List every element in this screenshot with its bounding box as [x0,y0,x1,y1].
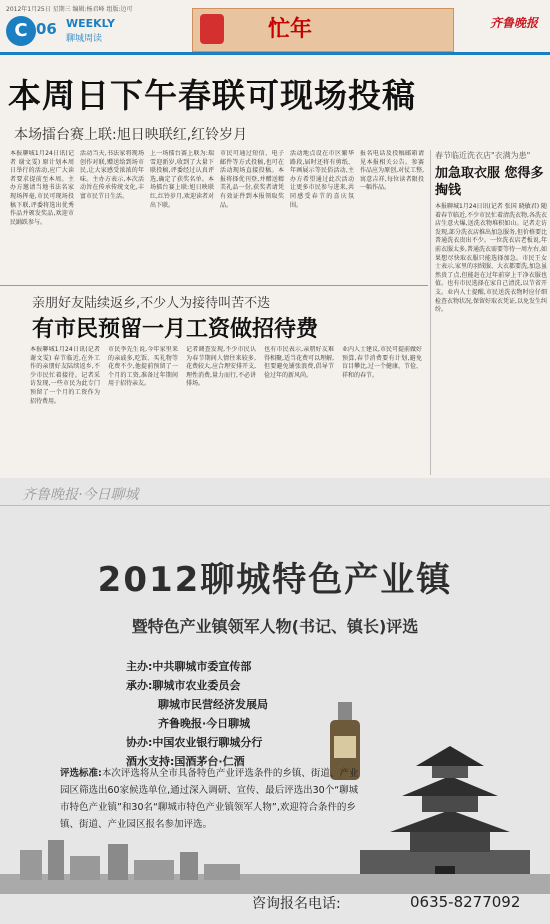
org-value: 中国农业银行聊城分行 [152,736,263,749]
lead-column-4: 市民可通过短信、电子邮件等方式投稿,也可在活动现场直接投稿。本报将择优刊登,并赠送精美礼品一份,获奖者请凭有效证件到本报领取奖品。 [220,150,284,209]
org-row-organizer-3 [158,715,250,731]
org-label: 承办: [126,679,153,692]
story2-title: 有市民预留一月工资做招待费 [32,317,319,342]
org-row-co-organizer [126,734,262,750]
banner-title: 忙年 [268,16,313,42]
sidebar-title: 加急取衣服 您得多掏钱 [435,166,544,198]
org-row-organizer [126,677,240,693]
issue-info: 2012年1月25日 星期三 编辑:杨君峰 组版:边可 [6,6,133,13]
story2-column-1: 本报聊城1月24日讯(记者 谢文雯) 春节临近,在外工作的亲朋好友陆续返乡,不少市民忙着接待。记者采访发现,一些市民为此专门预留了一个月的工资作为招待费用。 [30,346,100,405]
section-sublabel: 聊城周读 [66,34,103,44]
section-label: WEEKLY [66,17,115,30]
sidebar-body: 本报聊城1月24日讯(记者 张国 晓敏君) 随着春节临近,不少市民忙着清洗衣物,各洗衣店生意火爆,送洗衣物堆积如山。记者走访发现,部分洗衣店推出加急服务,但价格要比普通洗衣贵出不少。一位洗衣店老板说,年前衣服太多,普通洗衣需要等待一周左右,如果想尽快取衣服只能选择加急。市民王女士表示,家里的羽绒服、大衣都要洗,加急虽然贵了点,但能赶在过年前穿上干净衣服也值。也有市民选择在家自己清洗,以节省开支。业内人士提醒,市民送洗衣物时应仔细检查衣物状况,保留好取衣凭证,以免发生纠纷。 [435,203,547,314]
header-rule [0,52,550,55]
org-label: 主办: [126,660,153,673]
contact-phone: 0635-8277092 [410,893,521,911]
org-value: 聊城市民营经济发展局 [158,698,268,711]
lead-column-6: 报名电话及投稿邮箱请见本报相关公告。参赛作品应为原创,对仗工整,寓意吉祥,每位读者限投一幅作品。 [360,150,424,192]
advert-brand: 齐鲁晚报·今日聊城 [22,487,139,503]
advert-subtitle: 暨特色产业镇领军人物(书记、镇长)评选 [131,617,419,636]
lead-column-3: 上一场擂台赛上联为:瑞雪迎新岁,收到了大量下联投稿,评委经过认真评选,确定了获奖名单。本场擂台赛上联:旭日映联红,红铃岁月,欢迎读者对出下联。 [150,150,214,209]
advert-title: 2012聊城特色产业镇 [97,560,453,600]
org-row-host [126,658,251,674]
page-letter-badge: C [6,16,36,46]
org-value: 齐鲁晚报·今日聊城 [158,717,251,730]
sidebar-story [430,150,547,475]
advert-criteria [60,765,360,833]
org-label: 协办: [126,736,153,749]
city-skyline-illustration [0,830,550,894]
org-value: 聊城市农业委员会 [152,679,241,692]
newspaper-logo: 齐鲁晚报 [490,16,539,30]
contact-label: 咨询报名电话: [252,896,341,912]
page-number: 06 [36,20,57,38]
lead-column-5: 活动地点设在市区繁华路段,届时还将有剪纸、年画展示等民俗活动,主办方希望通过此次活动让更多市民参与进来,共同感受春节的喜庆氛围。 [290,150,354,209]
story2-kicker: 亲朋好友陆续返乡,不少人为接待叫苦不迭 [32,296,271,311]
lead-column-1: 本报聊城1月24日讯(记者 谢文雯) 原计划本周日举行的活动,应广大读者要求提前至本周。主办方邀请当地书法名家现场挥毫,市民可现场投稿下联,评委将选出优秀作品并颁发奖品,欢迎市民踊跃参与。 [10,150,74,226]
festive-banner [192,8,454,52]
advert-rule [0,505,550,506]
story-divider [0,285,428,286]
sidebar-kicker: 春节临近洗衣店"衣满为患" [435,151,531,160]
criteria-label: 评选标准: [60,768,102,779]
lead-headline: 本周日下午春联可现场投稿 [8,76,416,115]
story2-column-4: 也有市民表示,亲朋好友难得相聚,适当花费可以理解,但要避免铺张浪费,倡导节俭过年的新风尚。 [264,346,334,379]
org-value: 中共聊城市委宣传部 [152,660,252,673]
lead-subhead: 本场擂台赛上联:旭日映联红,红铃岁月 [14,127,248,143]
story2-column-5: 业内人士建议,市民可提前做好预算,春节消费要有计划,避免盲目攀比,过一个健康、节俭、祥和的春节。 [342,346,422,379]
lead-column-2: 活动当天,书法家将现场创作对联,赠送给到场市民,让大家感受浓浓的年味。主办方表示,本次活动旨在传承传统文化,丰富市民节日生活。 [80,150,144,200]
org-row-organizer-2 [158,696,268,712]
org-value: 国酒茅台·仁酒 [174,755,245,768]
criteria-text: 本次评选将从全市具备特色产业评选条件的乡镇、街道、产业园区筛选出60家候选单位,通过深入调研、宣传、最后评选出30个“聊城市特色产业镇”和30名“聊城市特色产业镇领军人物”,欢迎符合条件的乡镇、街道、产业园区报名参加评选。 [60,768,359,830]
story2-column-2: 市民李先生说,今年家里来的亲戚多,吃饭、买礼物等花费不少,他提前预留了一个月的工资,准备过年期间用于招待亲友。 [108,346,178,388]
lantern-icon [200,14,224,44]
org-label: 酒水支持: [126,755,175,768]
story2-column-3: 记者调查发现,不少市民认为春节期间人情往来较多,花费较大,应合理安排开支,理性消费,量力而行,不必讲排场。 [186,346,256,388]
